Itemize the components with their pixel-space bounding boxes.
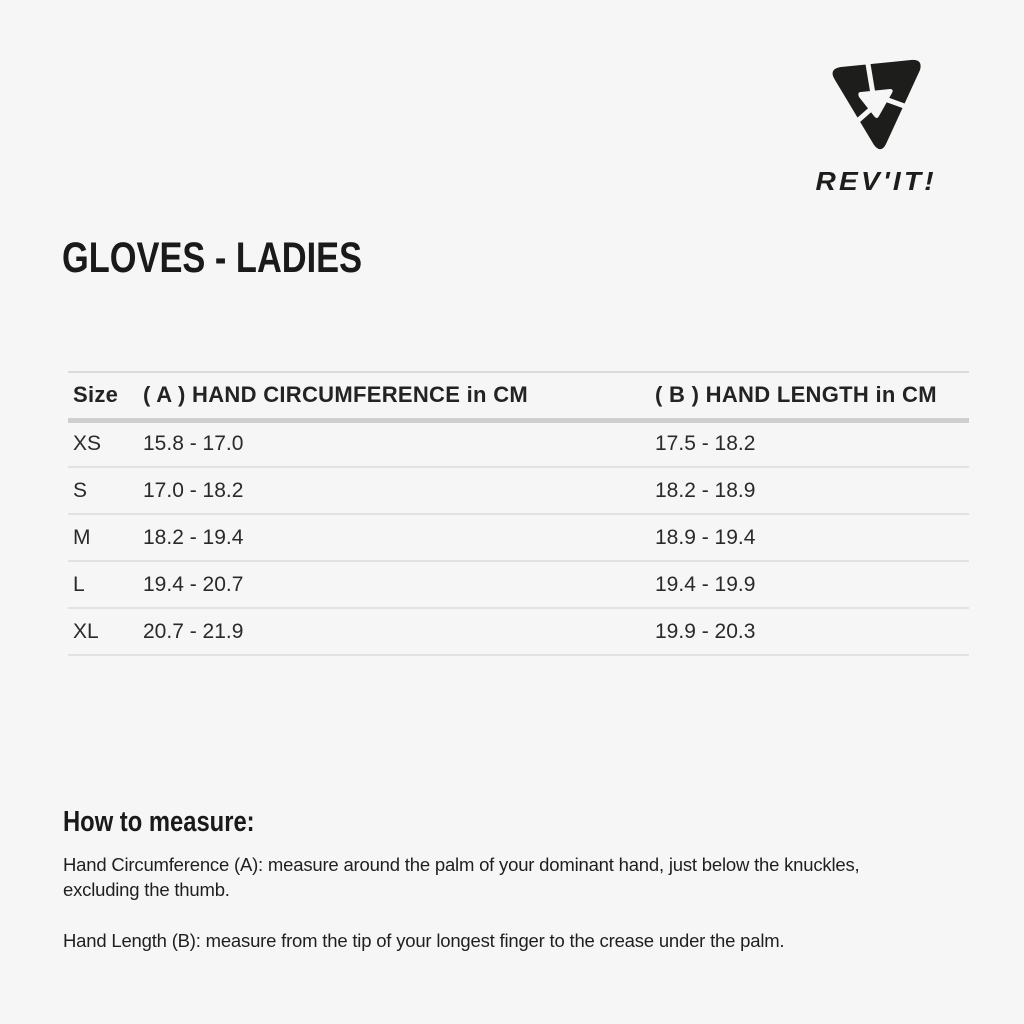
circumference-cell: 17.0 - 18.2 — [140, 467, 652, 514]
size-cell: L — [68, 561, 140, 608]
circumference-cell: 18.2 - 19.4 — [140, 514, 652, 561]
size-cell: S — [68, 467, 140, 514]
circumference-cell: 19.4 - 20.7 — [140, 561, 652, 608]
length-cell: 18.9 - 19.4 — [652, 514, 969, 561]
table-row — [68, 420, 969, 467]
size-cell: XL — [68, 608, 140, 655]
circumference-cell: 20.7 - 21.9 — [140, 608, 652, 655]
how-to-measure-heading: How to measure: — [63, 806, 255, 838]
length-cell: 17.5 - 18.2 — [652, 420, 969, 467]
col-header-hand-length: ( B ) HAND LENGTH in CM — [652, 372, 969, 420]
how-to-measure-section — [63, 806, 873, 953]
length-cell: 19.9 - 20.3 — [652, 608, 969, 655]
table-row — [68, 514, 969, 561]
size-cell: XS — [68, 420, 140, 467]
circumference-cell: 15.8 - 17.0 — [140, 420, 652, 467]
hand-length-instruction: Hand Length (B): measure from the tip of your longest finger to the crease under the palm. — [63, 930, 785, 951]
length-cell: 18.2 - 18.9 — [652, 467, 969, 514]
table-row — [68, 561, 969, 608]
col-header-hand-circumference: ( A ) HAND CIRCUMFERENCE in CM — [140, 372, 652, 420]
table-header-row — [68, 372, 969, 420]
page-title: GLOVES - LADIES — [62, 234, 363, 282]
col-header-size: Size — [68, 372, 140, 420]
brand-wordmark: REV'IT! — [815, 166, 937, 196]
size-chart-table — [68, 371, 969, 656]
table-row — [68, 608, 969, 655]
brand-logo — [794, 54, 958, 197]
revit-shield-icon — [823, 54, 929, 158]
size-cell: M — [68, 514, 140, 561]
table-row — [68, 467, 969, 514]
length-cell: 19.4 - 19.9 — [652, 561, 969, 608]
hand-circumference-instruction: Hand Circumference (A): measure around the palm of your dominant hand, just below the knuckles, excluding the thumb. — [63, 854, 860, 900]
